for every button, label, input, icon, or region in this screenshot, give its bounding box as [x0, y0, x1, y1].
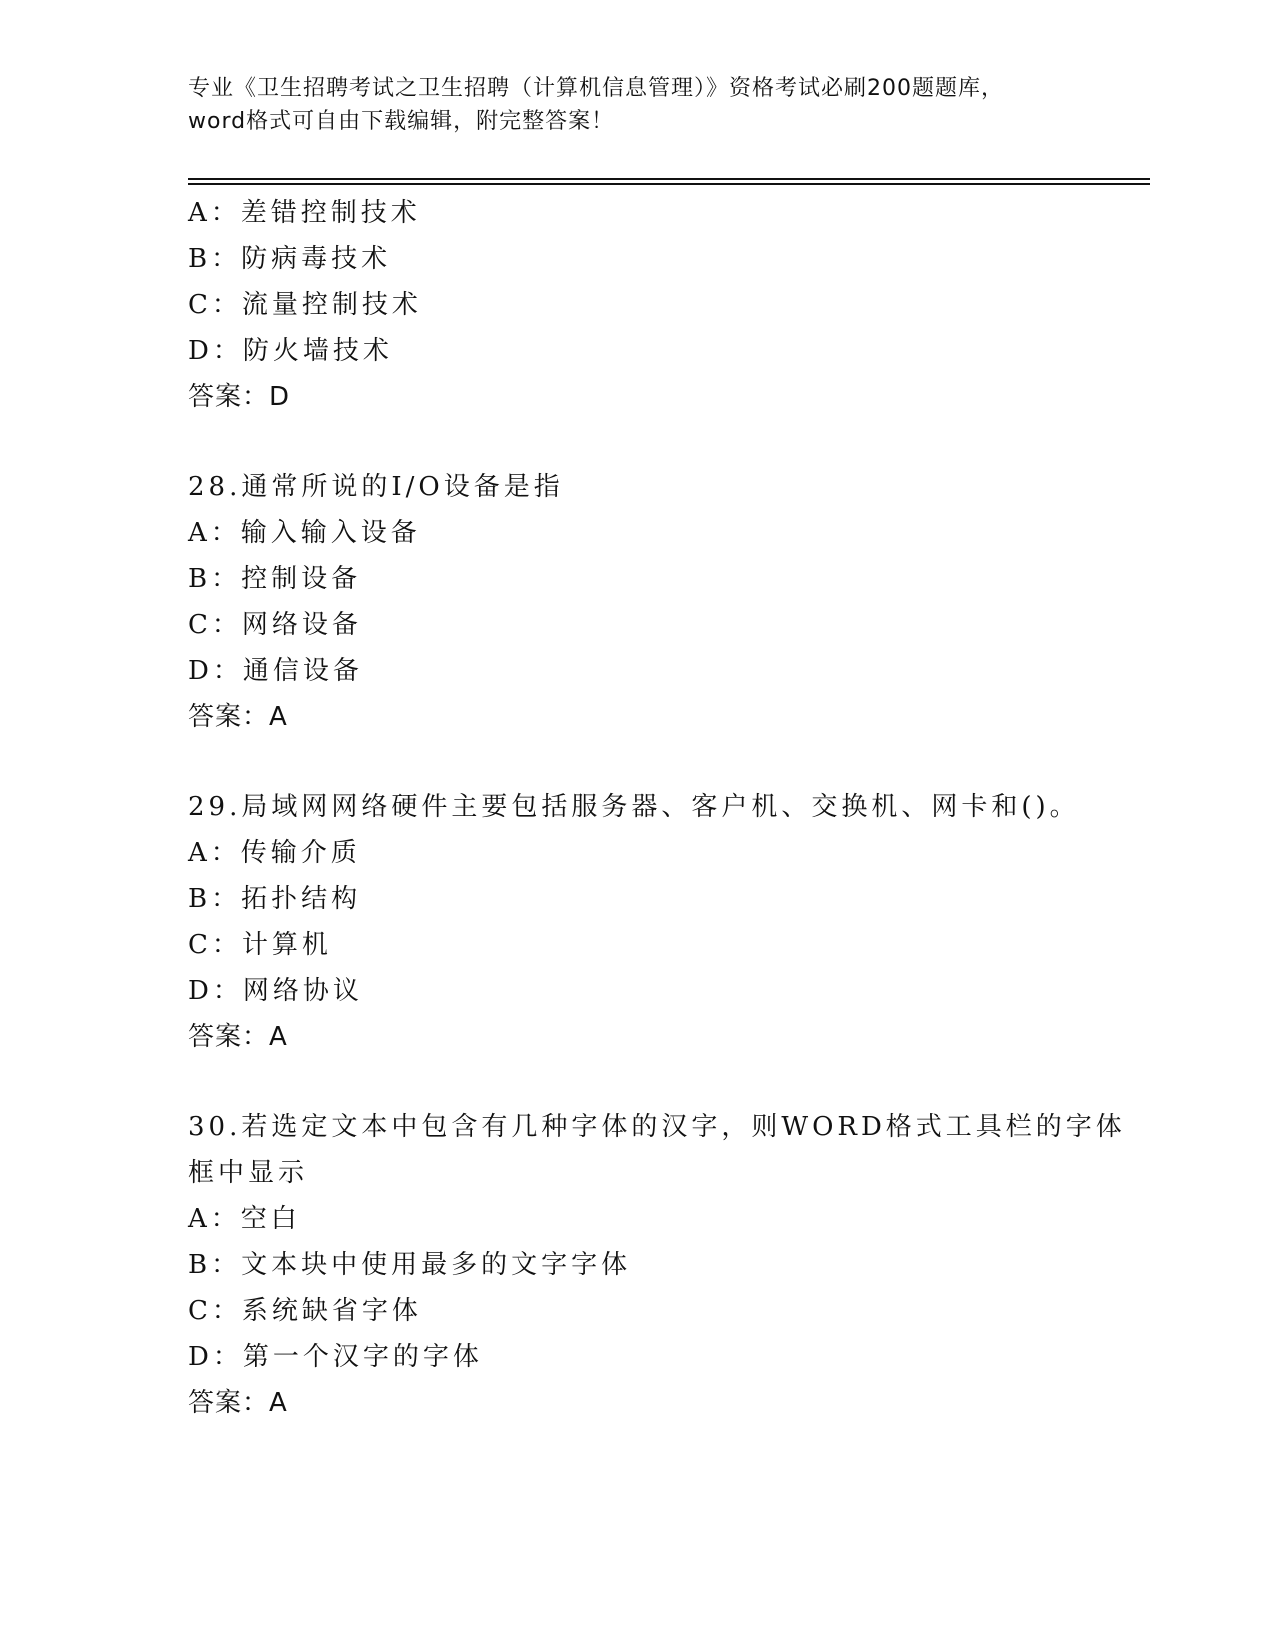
option-b: B：拓扑结构 [188, 884, 362, 914]
question-text: 29.局域网网络硬件主要包括服务器、客户机、交换机、网卡和()。 [188, 792, 1080, 822]
question-text-line-2: 框中显示 [188, 1158, 309, 1188]
option-b: B：文本块中使用最多的文字字体 [188, 1250, 632, 1280]
question-text: 28.通常所说的I/O设备是指 [188, 472, 564, 502]
header-line-2: word格式可自由下载编辑，附完整答案！ [188, 109, 615, 134]
header-divider-bottom [188, 183, 1150, 185]
option-a: A：输入输入设备 [188, 518, 421, 548]
question-block-29 [188, 784, 1108, 1060]
answer: 答案：D [188, 382, 291, 412]
option-c: C：网络设备 [188, 610, 362, 640]
answer: 答案：A [188, 1022, 288, 1052]
document-header [188, 72, 1088, 138]
option-a: A：空白 [188, 1204, 301, 1234]
option-d: D：第一个汉字的字体 [188, 1342, 483, 1372]
answer: 答案：A [188, 1388, 288, 1418]
option-b: B：控制设备 [188, 564, 362, 594]
option-a: A：传输介质 [188, 838, 361, 868]
question-list [188, 190, 1126, 1426]
question-block-30 [188, 1104, 1126, 1426]
option-d: D：防火墙技术 [188, 336, 393, 366]
option-c: C：计算机 [188, 930, 332, 960]
question-block-28 [188, 464, 1108, 740]
option-d: D：通信设备 [188, 656, 363, 686]
option-c: C：系统缺省字体 [188, 1296, 422, 1326]
option-c: C：流量控制技术 [188, 290, 422, 320]
header-divider-top [188, 178, 1150, 180]
option-d: D：网络协议 [188, 976, 363, 1006]
option-a: A：差错控制技术 [188, 198, 421, 228]
question-text-line-1: 30.若选定文本中包含有几种字体的汉字，则WORD格式工具栏的字体 [188, 1112, 1126, 1142]
option-b: B：防病毒技术 [188, 244, 392, 274]
header-line-1: 专业《卫生招聘考试之卫生招聘（计算机信息管理）》资格考试必刷200题题库， [188, 76, 1004, 101]
answer: 答案：A [188, 702, 288, 732]
question-block-27 [188, 190, 1108, 420]
